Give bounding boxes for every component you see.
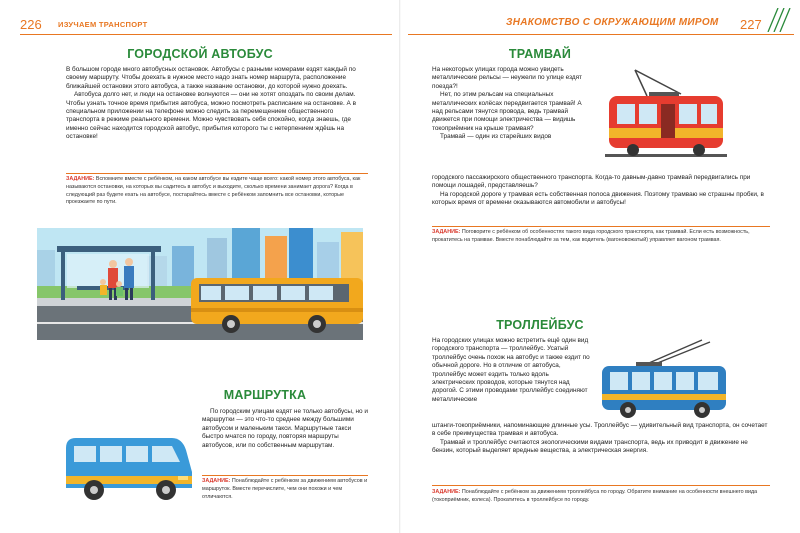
right-page xyxy=(400,0,800,533)
task-label: ЗАДАНИЕ: xyxy=(432,229,461,235)
bus-paragraph-2: Автобуса долго нет, и люди на остановке волнуются — они не хотят опоздать по своим делам. Чтобы узнать точное время прибытия автобуса, можно посмотреть расписание на остановке. А в специальном приложении на телефоне можно следить за перемещением общественного транспорта в режиме реального времени. Можно чувствовать себя спокойно, когда знаешь, где именно сейчас находится городской автобус, прибытия которого ты с нетерпением ждёшь на остановке! xyxy=(66,91,356,141)
tram-illustration xyxy=(605,64,727,164)
header-rule xyxy=(408,34,794,35)
running-head: ИЗУЧАЕМ ТРАНСПОРТ xyxy=(58,20,148,29)
page-number: 227 xyxy=(740,17,762,32)
tram-paragraph-4: городского пассажирского общественного транспорта. Когда-то давным-давно трамвай передвигались при помощи лошадей, представляешь? xyxy=(432,174,751,190)
tram-text-wide xyxy=(432,174,770,208)
running-head: ЗНАКОМСТВО С ОКРУЖАЮЩИМ МИРОМ xyxy=(506,17,719,28)
trolleybus-task-text: Понаблюдайте с ребёнком за движением троллейбуса по городу. Обратите внимание на особенности внешнего вида (токоприёмник, колеса). Прокатитесь в троллейбусе по городу. xyxy=(432,489,758,503)
trolleybus-text-narrow xyxy=(432,337,592,404)
trolleybus-task xyxy=(432,487,770,505)
tram-paragraph-2: Нет, по этим рельсам на специальных металлических колёсах передвигается трамвай! А над рельсами тянутся провода, ведь трамвай движется при помощи электричества — видишь токоприёмник на крыше трамвая? xyxy=(432,91,582,132)
trolleybus-paragraph-2: штанги-токоприёмники, напоминающие длинные усы. Троллейбус — удивительный вид транспорта, он сочетает в себе преимущества трамвая и автобуса. xyxy=(432,422,768,438)
task-label: ЗАДАНИЕ: xyxy=(66,176,95,182)
tram-paragraph-3: Трамвай — один из старейших видов xyxy=(440,133,552,141)
trolleybus-title: ТРОЛЛЕЙБУС xyxy=(496,318,584,332)
header-rule xyxy=(20,34,392,35)
trolleybus-text-wide xyxy=(432,422,770,456)
bus-text xyxy=(66,66,368,142)
header-stripes-decoration xyxy=(764,8,794,32)
minibus-paragraph-1: По городским улицам ездят не только автобусы, но и маршрутки — это что-то среднее между большими автобусом и маленьким такси. Маршрутные такси быстро мчатся по городу, повторяя маршруты автобусов, или по собственным маршрутам. xyxy=(202,408,368,449)
bus-task xyxy=(66,174,368,207)
minibus-title: МАРШРУТКА xyxy=(223,388,307,402)
minibus-task xyxy=(202,476,368,501)
bus-stop-illustration xyxy=(37,228,363,340)
tram-title: ТРАМВАЙ xyxy=(508,47,572,61)
trolleybus-task-rule xyxy=(432,485,770,486)
tram-paragraph-1: На некоторых улицах города можно увидеть металлические рельсы — неужели по улице ездят поезда?! xyxy=(432,66,582,90)
minibus-task-text: Понаблюдайте с ребёнком за движением автобусов и маршруток. Вместе перечислите, чем они похожи и чем отличаются. xyxy=(202,478,368,500)
minibus-illustration xyxy=(60,432,196,504)
trolleybus-paragraph-3: Трамвай и троллейбус считаются экологическими видами транспорта, ведь их приводит в движение не бензин, который выделяет вредные вещества, а электрическая энергия. xyxy=(432,438,748,455)
trolleybus-paragraph-1: На городских улицах можно встретить ещё один вид городского транспорта — троллейбус. Усатый троллейбус очень похож на автобус и также ездит по обычной дороге. Но в отличие от автобуса, троллейбус может ездить только вдоль электрических проводов, которые тянутся над дорогой. С этими проводами троллейбус соединяют металлические xyxy=(432,337,590,403)
tram-task-text: Поговорите с ребёнком об особенностях такого вида городского транспорта, как трамвай. Если есть возможность, прокатитесь на трамвае. Вместе понаблюдайте за тем, как водитель (вагоновожатый) управляет вагоном трамвая. xyxy=(432,229,750,243)
minibus-text xyxy=(202,408,368,450)
bus-task-text: Вспомните вместе с ребёнком, на каком автобусе вы ездите чаще всего: какой номер этого автобуса, как называются остановки, на которых вы садитесь в автобус и выходите, сколько времени занимает дорога? Когда в следующий раз будете ехать на автобусе, постарайтесь вместе с ребёнком запомнить все остановки, которые проезжаете по пути. xyxy=(66,176,361,206)
task-label: ЗАДАНИЕ: xyxy=(432,489,461,495)
bus-paragraph-1: В большом городе много автобусных остановок. Автобусы с разными номерами ездят каждый по своему маршруту. Чтобы доехать в нужное место надо знать номер маршрута, расположение ближайшей остановки этого автобуса, а также название остановки, до которой нужно доехать. xyxy=(66,66,356,90)
bus-title: ГОРОДСКОЙ АВТОБУС xyxy=(127,47,273,61)
trolleybus-illustration xyxy=(598,338,732,422)
task-label: ЗАДАНИЕ: xyxy=(202,478,231,484)
tram-text-narrow xyxy=(432,66,592,142)
page-number: 226 xyxy=(20,17,42,32)
tram-paragraph-5: На городской дороге у трамвая есть собственная полоса движения. Поэтому трамваю не страшны пробки, в которых время от времени оказываются автомобили и автобусы! xyxy=(432,190,764,207)
tram-task xyxy=(432,227,770,245)
